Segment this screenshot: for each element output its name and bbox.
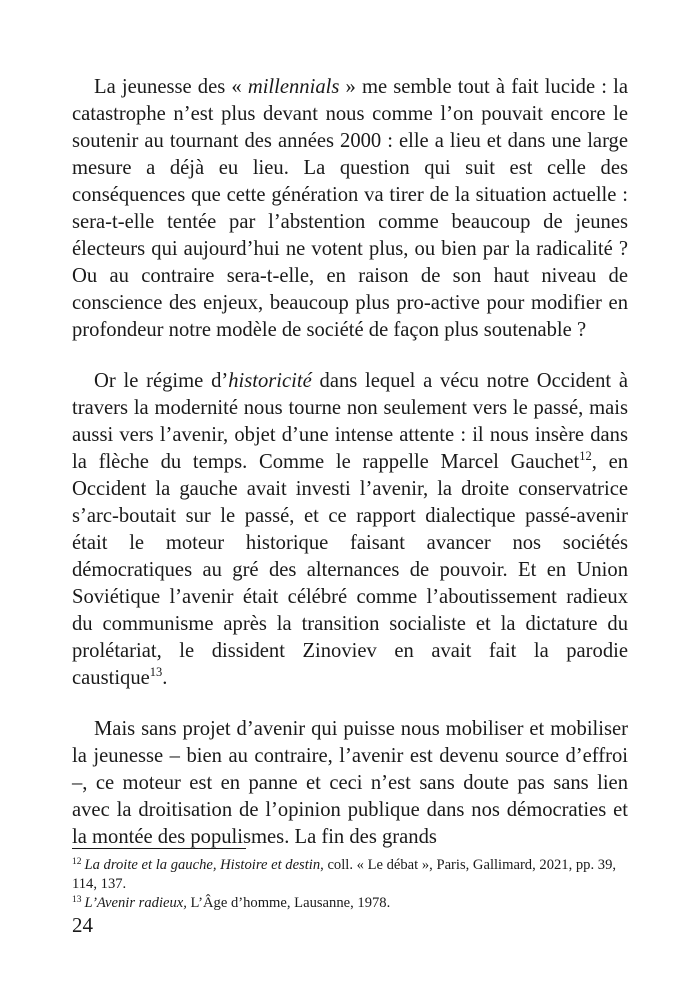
footnote-13 [72,894,628,913]
paragraph-2 [72,368,628,692]
paragraph-1 [72,74,628,344]
footnote-12-title: La droite et la gauche, Histoire et destin [84,857,321,873]
paragraph-2-text-d: . [162,667,168,689]
footnote-13-citation: L’Âge d’homme, Lausanne, 1978. [186,895,391,911]
footnote-ref-13[interactable]: 13 [149,665,163,679]
page-number: 24 [72,913,93,937]
paragraph-2-text-a: Or le régime d’ [94,370,229,392]
footnote-13-number: 13 [72,895,82,905]
paragraph-1-text-a: La jeunesse des « [94,76,248,98]
footnote-12 [72,856,628,894]
footnote-divider [72,848,246,849]
paragraph-1-text-b: » me semble tout à fait lucide : la catastrophe n’est plus devant nous comme l’on pouvait encore le soutenir au tournant des années 2000 : elle a lieu et dans une large mesure a déjà eu lieu. La question qui suit est celle des conséquences que cette génération va tirer de la situation actuelle : sera-t-elle tentée par l’abstention comme beaucoup de jeunes électeurs qui aujourd’hui ne votent plus, ou bien par la radicalité ? Ou au contraire sera-t-elle, en raison de son haut niveau de conscience des enjeux, beaucoup plus pro-active pour modifier en profondeur notre modèle de société de façon plus soutenable ? [72,76,628,341]
page-body [72,74,628,851]
footnote-13-title: L’Avenir radieux, [84,895,187,911]
paragraph-2-text-c: , en Occident la gauche avait investi l’avenir, la droite conservatrice s’arc-boutait sur le passé, et ce rapport dialectique passé-avenir était le moteur historique faisant avancer nos sociétés démocratiques au gré des alternances de pouvoir. Et en Union Soviétique l’avenir était célébré comme l’aboutissement radieux du communisme après la transition socialiste et la dictature du prolétariat, le dissident Zinoviev en avait fait la parodie caustique [72,451,629,689]
footnotes [72,856,628,913]
paragraph-2-emphasis: historicité [228,370,312,392]
footnote-12-citation: , coll. « Le débat », Paris, Gallimard, 2021, pp. 39, 114, 137. [72,857,617,892]
paragraph-3-text: Mais sans projet d’avenir qui puisse nous mobiliser et mobiliser la jeunesse – bien au contraire, l’avenir est devenu source d’effroi –, ce moteur est en panne et ceci n’est sans doute pas sans lien avec la droitisation de l’opinion publique dans nos démocraties et la montée des populismes. La fin des grands [72,718,628,848]
footnote-ref-12[interactable]: 12 [579,449,592,463]
footnote-12-number: 12 [72,857,82,867]
paragraph-2-text-b: dans lequel a vécu notre Occident à travers la modernité nous tourne non seulement vers le passé, mais aussi vers l’avenir, objet d’une intense attente : il nous insère dans la flèche du temps. Comme le rappelle Marcel Gauchet [72,370,628,473]
paragraph-1-emphasis: millennials [247,76,340,98]
paragraph-3 [72,716,628,851]
